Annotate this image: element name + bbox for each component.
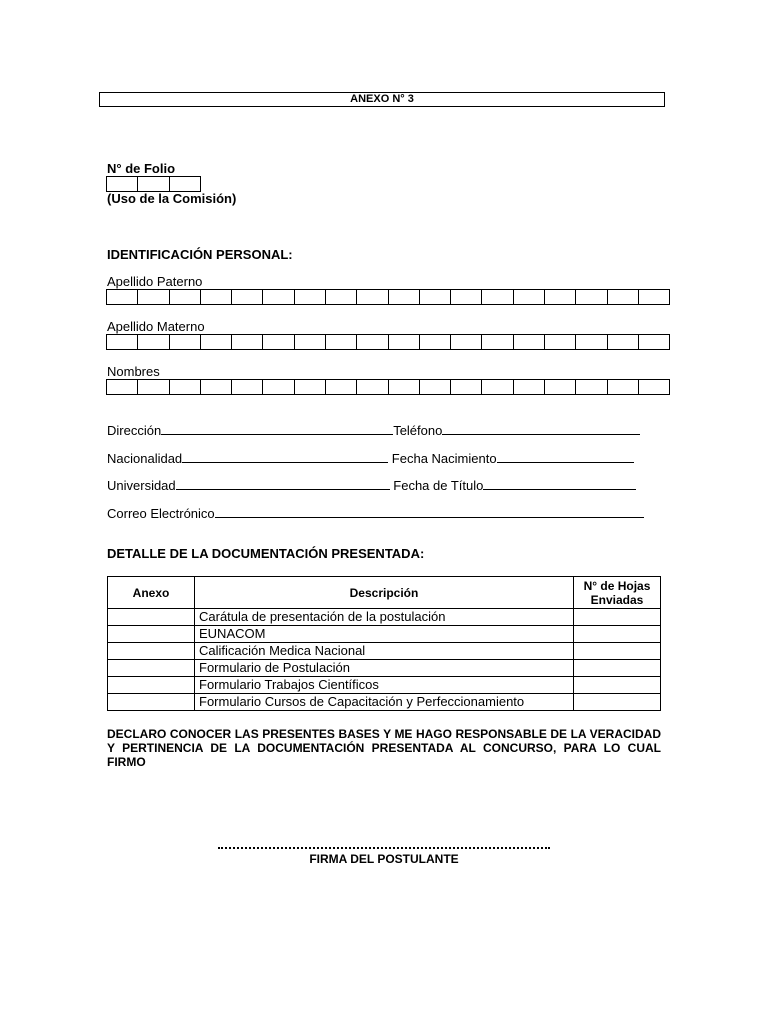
- folio-note: (Uso de la Comisión): [107, 191, 237, 206]
- apellido-materno-label: Apellido Materno: [107, 319, 205, 334]
- letter-box[interactable]: [639, 335, 670, 349]
- anexo-cell[interactable]: [108, 660, 195, 677]
- fecha-titulo-label: Fecha de Título: [393, 478, 484, 493]
- descripcion-cell: Calificación Medica Nacional: [195, 643, 574, 660]
- col-anexo: Anexo: [108, 577, 195, 609]
- letter-box[interactable]: [420, 335, 451, 349]
- letter-box[interactable]: [482, 335, 513, 349]
- letter-box[interactable]: [295, 290, 326, 304]
- letter-box[interactable]: [138, 177, 169, 191]
- letter-box[interactable]: [545, 335, 576, 349]
- nacionalidad-line[interactable]: [182, 451, 388, 463]
- letter-box[interactable]: [482, 290, 513, 304]
- correo-row: [107, 506, 644, 521]
- col-hojas: N° de Hojas Enviadas: [574, 577, 661, 609]
- letter-box[interactable]: [389, 290, 420, 304]
- letter-box[interactable]: [451, 335, 482, 349]
- apellido-materno-boxes[interactable]: [106, 334, 670, 350]
- letter-box[interactable]: [357, 290, 388, 304]
- hojas-cell[interactable]: [574, 609, 661, 626]
- anexo-cell[interactable]: [108, 643, 195, 660]
- letter-box[interactable]: [639, 380, 670, 394]
- descripcion-cell: EUNACOM: [195, 626, 574, 643]
- letter-box[interactable]: [608, 290, 639, 304]
- letter-box[interactable]: [201, 380, 232, 394]
- letter-box[interactable]: [357, 335, 388, 349]
- folio-label: N° de Folio: [107, 161, 176, 176]
- letter-box[interactable]: [451, 290, 482, 304]
- descripcion-cell: Formulario Trabajos Científicos: [195, 677, 574, 694]
- letter-box[interactable]: [389, 380, 420, 394]
- table-row: [108, 694, 661, 711]
- signature-line[interactable]: [218, 839, 550, 849]
- fecha-titulo-line[interactable]: [483, 478, 636, 490]
- anexo-cell[interactable]: [108, 677, 195, 694]
- letter-box[interactable]: [107, 380, 138, 394]
- letter-box[interactable]: [482, 380, 513, 394]
- letter-box[interactable]: [514, 290, 545, 304]
- hojas-cell[interactable]: [574, 626, 661, 643]
- letter-box[interactable]: [201, 335, 232, 349]
- letter-box[interactable]: [608, 335, 639, 349]
- letter-box[interactable]: [170, 177, 201, 191]
- letter-box[interactable]: [232, 380, 263, 394]
- correo-label: Correo Electrónico: [107, 506, 215, 521]
- documentation-table: [107, 576, 661, 711]
- signature-label: FIRMA DEL POSTULANTE: [309, 852, 459, 866]
- letter-box[interactable]: [389, 335, 420, 349]
- declaration-text: DECLARO CONOCER LAS PRESENTES BASES Y ME HAGO RESPONSABLE DE LA VERACIDAD Y PERTINENCIA DE LA DOCUMENTACIÓN PRESENTADA AL CONCURSO, PARA LO CUAL FIRMO: [107, 727, 661, 769]
- hojas-cell[interactable]: [574, 643, 661, 660]
- telefono-label: Teléfono: [393, 423, 443, 438]
- letter-box[interactable]: [170, 335, 201, 349]
- apellido-paterno-label: Apellido Paterno: [107, 274, 203, 289]
- universidad-line[interactable]: [176, 478, 390, 490]
- nacionalidad-row: [107, 451, 634, 466]
- folio-boxes[interactable]: [106, 176, 201, 192]
- letter-box[interactable]: [576, 290, 607, 304]
- letter-box[interactable]: [639, 290, 670, 304]
- letter-box[interactable]: [107, 290, 138, 304]
- letter-box[interactable]: [514, 335, 545, 349]
- letter-box[interactable]: [138, 380, 169, 394]
- correo-line[interactable]: [215, 506, 644, 518]
- letter-box[interactable]: [357, 380, 388, 394]
- letter-box[interactable]: [170, 290, 201, 304]
- letter-box[interactable]: [232, 335, 263, 349]
- letter-box[interactable]: [545, 380, 576, 394]
- hojas-cell[interactable]: [574, 677, 661, 694]
- personal-heading: IDENTIFICACIÓN PERSONAL:: [107, 247, 293, 262]
- descripcion-cell: Formulario de Postulación: [195, 660, 574, 677]
- page-title: ANEXO N° 3: [99, 92, 665, 107]
- apellido-paterno-boxes[interactable]: [106, 289, 670, 305]
- letter-box[interactable]: [326, 335, 357, 349]
- letter-box[interactable]: [420, 290, 451, 304]
- direccion-row: [107, 423, 640, 438]
- letter-box[interactable]: [576, 380, 607, 394]
- direccion-label: Dirección: [107, 423, 162, 438]
- letter-box[interactable]: [138, 290, 169, 304]
- telefono-line[interactable]: [442, 423, 640, 435]
- descripcion-cell: Formulario Cursos de Capacitación y Perfeccionamiento: [195, 694, 574, 711]
- anexo-cell[interactable]: [108, 694, 195, 711]
- letter-box[interactable]: [138, 335, 169, 349]
- fecha-nacimiento-label: Fecha Nacimiento: [391, 451, 497, 466]
- letter-box[interactable]: [326, 290, 357, 304]
- nacionalidad-label: Nacionalidad: [107, 451, 183, 466]
- table-row: [108, 609, 661, 626]
- letter-box[interactable]: [107, 335, 138, 349]
- nombres-boxes[interactable]: [106, 379, 670, 395]
- letter-box[interactable]: [263, 380, 294, 394]
- letter-box[interactable]: [545, 290, 576, 304]
- letter-box[interactable]: [608, 380, 639, 394]
- universidad-label: Universidad: [107, 478, 176, 493]
- letter-box[interactable]: [170, 380, 201, 394]
- letter-box[interactable]: [451, 380, 482, 394]
- letter-box[interactable]: [295, 335, 326, 349]
- letter-box[interactable]: [514, 380, 545, 394]
- documentation-heading: DETALLE DE LA DOCUMENTACIÓN PRESENTADA:: [107, 546, 425, 561]
- nombres-label: Nombres: [107, 364, 160, 379]
- letter-box[interactable]: [576, 335, 607, 349]
- letter-box[interactable]: [263, 290, 294, 304]
- direccion-line[interactable]: [161, 423, 393, 435]
- table-row: [108, 643, 661, 660]
- hojas-cell[interactable]: [574, 694, 661, 711]
- table-row: [108, 626, 661, 643]
- table-row: [108, 677, 661, 694]
- letter-box[interactable]: [263, 335, 294, 349]
- fecha-nacimiento-line[interactable]: [497, 451, 634, 463]
- letter-box[interactable]: [232, 290, 263, 304]
- hojas-cell[interactable]: [574, 660, 661, 677]
- letter-box[interactable]: [107, 177, 138, 191]
- col-descripcion: Descripción: [195, 577, 574, 609]
- descripcion-cell: Carátula de presentación de la postulación: [195, 609, 574, 626]
- letter-box[interactable]: [201, 290, 232, 304]
- universidad-row: [107, 478, 636, 493]
- letter-box[interactable]: [420, 380, 451, 394]
- table-row: [108, 660, 661, 677]
- letter-box[interactable]: [326, 380, 357, 394]
- anexo-cell[interactable]: [108, 609, 195, 626]
- letter-box[interactable]: [295, 380, 326, 394]
- anexo-cell[interactable]: [108, 626, 195, 643]
